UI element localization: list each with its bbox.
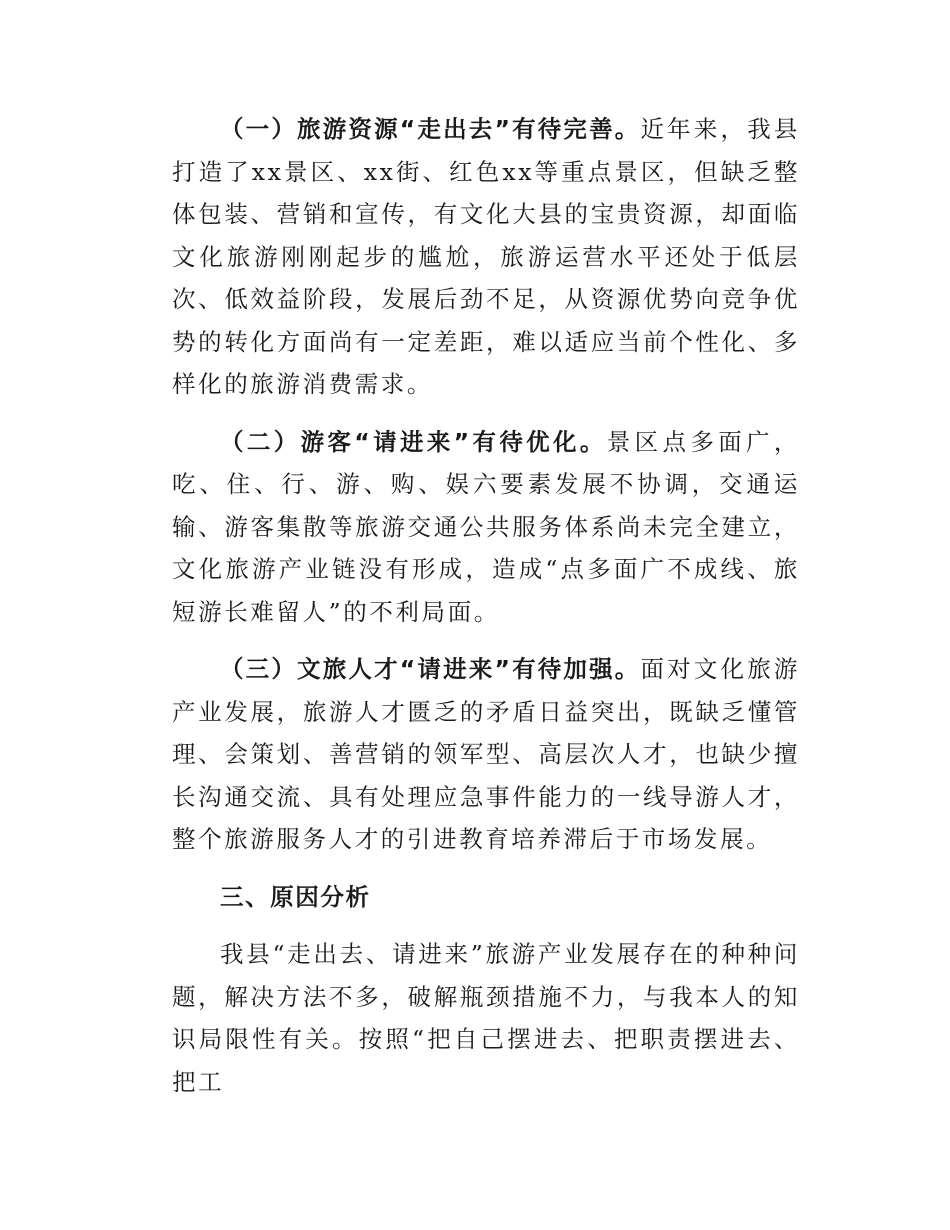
paragraph-heading: （三）文旅人才“请进来”有待加强。 (220, 655, 641, 683)
paragraph-text: 近年来，我县打造了xx景区、xx街、红色xx等重点景区，但缺乏整体包装、营销和宣传，有文化大县的宝贵资源，却面临文化旅游刚刚起步的尴尬，旅游运营水平还处于低层次、低效益阶段，发展后劲不足，从资源优势向竞争优势的转化方面尚有一定差距，难以适应当前个性化、多样化的旅游消费需求。 (172, 115, 800, 398)
paragraph-talent (172, 648, 800, 861)
paragraph-tourism-resources (172, 108, 800, 406)
paragraph-cause-analysis: 我县“走出去、请进来”旅游产业发展存在的种种问题，解决方法不多，破解瓶颈措施不力，与我本人的知识局限性有关。按照“把自己摆进去、把职责摆进去、把工 (172, 940, 800, 1096)
paragraph-text: 面对文化旅游产业发展，旅游人才匮乏的矛盾日益突出，既缺乏懂管理、会策划、善营销的领军型、高层次人才，也缺少擅长沟通交流、具有处理应急事件能力的一线导游人才，整个旅游服务人才的引进教育培养滞后于市场发展。 (172, 655, 800, 853)
paragraph-heading: （二）游客“请进来”有待优化。 (220, 427, 607, 456)
paragraph-text: 景区点多面广，吃、住、行、游、购、娱六要素发展不协调，交通运输、游客集散等旅游交通公共服务体系尚未完全建立，文化旅游产业链没有形成，造成“点多面广不成线、旅短游长难留人”的不利局面。 (172, 427, 801, 626)
document-body (172, 108, 800, 1103)
paragraph-heading: （一）旅游资源“走出去”有待完善。 (220, 115, 641, 143)
section-title: 三、原因分析 (220, 882, 371, 911)
paragraph-tourists (172, 421, 800, 634)
